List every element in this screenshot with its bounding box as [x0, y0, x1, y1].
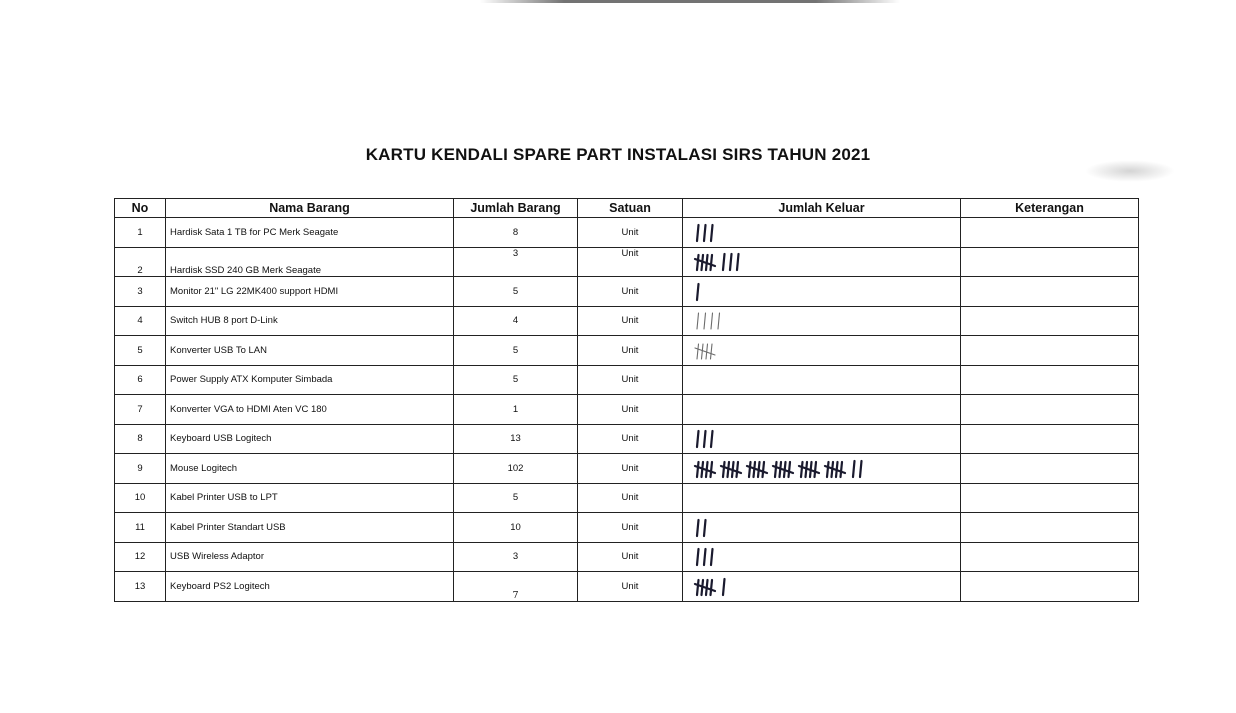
- cell-satuan: Unit: [578, 572, 683, 602]
- cell-jumlah-keluar-tally: [683, 218, 961, 248]
- cell-keterangan: [961, 513, 1139, 543]
- cell-satuan: Unit: [578, 306, 683, 336]
- tally-marks: [687, 278, 957, 305]
- tally-stroke: [704, 520, 706, 536]
- tally-stroke: [801, 462, 803, 477]
- tally-marks: [687, 307, 957, 334]
- tally-stroke: [853, 461, 855, 477]
- cell-satuan: Unit: [578, 542, 683, 572]
- cell-jumlah-keluar-tally: [683, 483, 961, 513]
- cell-keterangan: [961, 218, 1139, 248]
- tally-stroke: [749, 462, 751, 477]
- tally-stroke: [702, 344, 704, 359]
- cell-nama-barang: Power Supply ATX Komputer Simbada: [166, 365, 454, 395]
- cell-no: 2: [115, 247, 166, 277]
- tally-stroke: [704, 431, 706, 447]
- table-row: [115, 306, 1139, 336]
- tally-stroke: [775, 462, 777, 477]
- cell-nama-barang: Konverter USB To LAN: [166, 336, 454, 366]
- cell-keterangan: [961, 277, 1139, 307]
- cell-keterangan: [961, 542, 1139, 572]
- cell-satuan: Unit: [578, 218, 683, 248]
- tally-stroke: [815, 462, 817, 477]
- cell-nama-barang: Mouse Logitech: [166, 454, 454, 484]
- tally-stroke: [697, 431, 699, 447]
- cell-nama-barang: Switch HUB 8 port D-Link: [166, 306, 454, 336]
- cell-no: 10: [115, 483, 166, 513]
- table-row: [115, 572, 1139, 602]
- tally-marks: [687, 337, 957, 364]
- cell-jumlah-barang: 1: [454, 395, 578, 425]
- tally-stroke: [723, 462, 725, 477]
- document-title: KARTU KENDALI SPARE PART INSTALASI SIRS TAHUN 2021: [365, 145, 871, 164]
- header-jumlah-barang: Jumlah Barang: [454, 199, 578, 218]
- tally-stroke: [711, 225, 713, 241]
- cell-jumlah-barang: 13: [454, 424, 578, 454]
- cell-jumlah-barang: 5: [454, 277, 578, 307]
- cell-nama-barang: Keyboard USB Logitech: [166, 424, 454, 454]
- tally-marks: [687, 543, 957, 570]
- tally-stroke: [711, 344, 713, 359]
- tally-stroke: [827, 462, 829, 477]
- cell-jumlah-keluar-tally: [683, 336, 961, 366]
- tally-stroke: [704, 549, 706, 565]
- tally-marks: [687, 573, 957, 600]
- tally-marks: [687, 514, 957, 541]
- cell-keterangan: [961, 306, 1139, 336]
- cell-nama-barang: USB Wireless Adaptor: [166, 542, 454, 572]
- cell-keterangan: [961, 336, 1139, 366]
- cell-keterangan: [961, 395, 1139, 425]
- cell-jumlah-barang: 8: [454, 218, 578, 248]
- tally-stroke: [723, 579, 725, 595]
- cell-satuan: Unit: [578, 247, 683, 277]
- cell-no: 6: [115, 365, 166, 395]
- cell-keterangan: [961, 424, 1139, 454]
- cell-keterangan: [961, 365, 1139, 395]
- cell-jumlah-keluar-tally: [683, 277, 961, 307]
- cell-jumlah-keluar-tally: [683, 572, 961, 602]
- cell-keterangan: [961, 572, 1139, 602]
- tally-stroke: [704, 313, 706, 329]
- tally-stroke: [723, 254, 725, 270]
- cell-no: 13: [115, 572, 166, 602]
- cell-keterangan: [961, 247, 1139, 277]
- cell-jumlah-barang: 5: [454, 336, 578, 366]
- cell-satuan: Unit: [578, 424, 683, 454]
- tally-stroke: [737, 254, 739, 270]
- spare-part-table: [114, 198, 1139, 602]
- tally-stroke: [711, 313, 713, 329]
- table-row: [115, 424, 1139, 454]
- tally-stroke: [711, 580, 713, 595]
- tally-stroke: [789, 462, 791, 477]
- cell-jumlah-keluar-tally: [683, 424, 961, 454]
- cell-no: 3: [115, 277, 166, 307]
- cell-jumlah-keluar-tally: [683, 306, 961, 336]
- cell-jumlah-barang: 5: [454, 365, 578, 395]
- tally-stroke: [711, 431, 713, 447]
- tally-stroke: [737, 462, 739, 477]
- cell-no: 5: [115, 336, 166, 366]
- header-nama-barang: Nama Barang: [166, 199, 454, 218]
- cell-no: 12: [115, 542, 166, 572]
- cell-nama-barang: Hardisk Sata 1 TB for PC Merk Seagate: [166, 218, 454, 248]
- cell-jumlah-barang: 3: [454, 542, 578, 572]
- cell-nama-barang: Monitor 21" LG 22MK400 support HDMI: [166, 277, 454, 307]
- table-header-row: [115, 199, 1139, 218]
- cell-jumlah-barang: 4: [454, 306, 578, 336]
- cell-nama-barang: Kabel Printer Standart USB: [166, 513, 454, 543]
- cell-nama-barang: Kabel Printer USB to LPT: [166, 483, 454, 513]
- cell-keterangan: [961, 483, 1139, 513]
- tally-marks: [687, 219, 957, 246]
- cell-no: 9: [115, 454, 166, 484]
- tally-stroke: [697, 462, 699, 477]
- tally-stroke: [860, 461, 862, 477]
- tally-marks: [687, 248, 957, 275]
- cell-satuan: Unit: [578, 365, 683, 395]
- tally-stroke: [711, 462, 713, 477]
- cell-jumlah-keluar-tally: [683, 365, 961, 395]
- cell-satuan: Unit: [578, 277, 683, 307]
- scan-edge-mark: [480, 0, 900, 3]
- tally-marks: [687, 455, 957, 482]
- tally-stroke: [711, 549, 713, 565]
- cell-satuan: Unit: [578, 483, 683, 513]
- tally-stroke: [704, 225, 706, 241]
- cell-jumlah-barang-handwritten: 7: [454, 572, 578, 602]
- table-row: [115, 336, 1139, 366]
- cell-no: 7: [115, 395, 166, 425]
- tally-stroke: [697, 284, 699, 300]
- cell-no: 8: [115, 424, 166, 454]
- tally-stroke: [730, 254, 732, 270]
- cell-jumlah-keluar-tally: [683, 454, 961, 484]
- tally-stroke: [697, 225, 699, 241]
- cell-jumlah-keluar-tally: [683, 513, 961, 543]
- table-row: [115, 483, 1139, 513]
- table-row: [115, 513, 1139, 543]
- cell-jumlah-keluar-tally: [683, 395, 961, 425]
- tally-stroke: [697, 520, 699, 536]
- cell-jumlah-keluar-tally: [683, 542, 961, 572]
- tally-stroke: [697, 313, 699, 329]
- tally-stroke: [697, 255, 699, 270]
- tally-stroke: [697, 580, 699, 595]
- table-row: [115, 218, 1139, 248]
- tally-marks: [687, 425, 957, 452]
- cell-no: 4: [115, 306, 166, 336]
- tally-stroke: [841, 462, 843, 477]
- table-row: [115, 247, 1139, 277]
- header-keterangan: Keterangan: [961, 199, 1139, 218]
- cell-satuan: Unit: [578, 395, 683, 425]
- tally-stroke: [763, 462, 765, 477]
- tally-stroke: [697, 344, 699, 359]
- cell-keterangan: [961, 454, 1139, 484]
- cell-jumlah-barang: 10: [454, 513, 578, 543]
- cell-jumlah-keluar-tally: [683, 247, 961, 277]
- cell-nama-barang: Keyboard PS2 Logitech: [166, 572, 454, 602]
- cell-jumlah-barang: 3: [454, 247, 578, 277]
- cell-jumlah-barang: 102: [454, 454, 578, 484]
- tally-stroke: [718, 313, 720, 329]
- table-row: [115, 454, 1139, 484]
- tally-stroke: [697, 549, 699, 565]
- header-no: No: [115, 199, 166, 218]
- header-jumlah-keluar: Jumlah Keluar: [683, 199, 961, 218]
- tally-stroke: [711, 255, 713, 270]
- cell-nama-barang: Hardisk SSD 240 GB Merk Seagate: [166, 247, 454, 277]
- header-satuan: Satuan: [578, 199, 683, 218]
- cell-satuan: Unit: [578, 454, 683, 484]
- table-row: [115, 542, 1139, 572]
- cell-nama-barang: Konverter VGA to HDMI Aten VC 180: [166, 395, 454, 425]
- table-row: [115, 365, 1139, 395]
- cell-jumlah-barang: 5: [454, 483, 578, 513]
- cell-satuan: Unit: [578, 336, 683, 366]
- cell-no: 1: [115, 218, 166, 248]
- cell-no: 11: [115, 513, 166, 543]
- cell-satuan: Unit: [578, 513, 683, 543]
- table-row: [115, 277, 1139, 307]
- table-row: [115, 395, 1139, 425]
